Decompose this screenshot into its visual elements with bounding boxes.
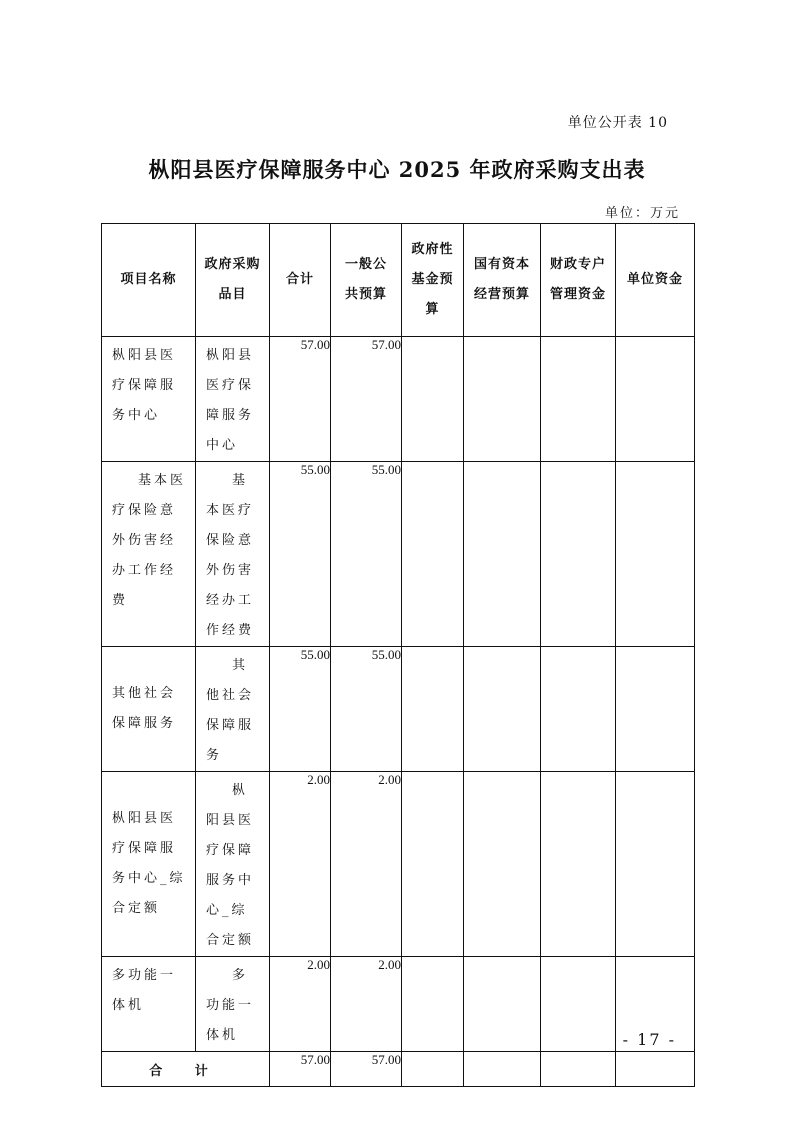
cell-project: 其他社会保障服务 — [102, 647, 196, 772]
cell-unit-fund — [616, 462, 695, 647]
unit-label: 单位：万元 — [604, 206, 680, 221]
cell-total: 55.00 — [270, 462, 331, 647]
cell-state-capital — [464, 772, 541, 957]
cell-unit-fund — [616, 647, 695, 772]
total-row — [102, 1052, 695, 1087]
cell-project: 多功能一体机 — [102, 957, 196, 1052]
cell-fund-budget — [402, 337, 464, 462]
cell-unit-fund — [616, 772, 695, 957]
cell-item: 枞阳县医疗保障服务中心_综合定额 — [196, 772, 270, 957]
cell-project: 枞阳县医疗保障服务中心_综合定额 — [102, 772, 196, 957]
cell-total: 2.00 — [270, 772, 331, 957]
cell-fund-budget — [402, 957, 464, 1052]
table-header-row — [102, 224, 695, 337]
table-row — [102, 647, 695, 772]
col-header-unit-fund: 单位资金 — [616, 224, 695, 337]
cell-special-account — [541, 647, 616, 772]
cell-fund-budget — [402, 647, 464, 772]
table-row — [102, 957, 695, 1052]
cell-unit-fund — [616, 337, 695, 462]
cell-project: 枞阳县医疗保障服务中心 — [102, 337, 196, 462]
page-number: - 17 - — [622, 1030, 676, 1049]
cell-general-budget: 55.00 — [331, 647, 402, 772]
col-header-item: 政府采购品目 — [196, 224, 270, 337]
cell-general-budget: 57.00 — [331, 1052, 402, 1087]
cell-unit-fund — [616, 1052, 695, 1087]
col-header-total: 合计 — [270, 224, 331, 337]
col-header-fund-budget: 政府性基金预算 — [402, 224, 464, 337]
col-header-general-budget: 一般公共预算 — [331, 224, 402, 337]
cell-item: 基本医疗保险意外伤害经办工作经费 — [196, 462, 270, 647]
cell-fund-budget — [402, 462, 464, 647]
col-header-project: 项目名称 — [102, 224, 196, 337]
cell-total: 57.00 — [270, 337, 331, 462]
table-row — [102, 462, 695, 647]
cell-state-capital — [464, 647, 541, 772]
cell-state-capital — [464, 462, 541, 647]
cell-special-account — [541, 772, 616, 957]
cell-project: 基本医疗保险意外伤害经办工作经费 — [102, 462, 196, 647]
cell-total: 57.00 — [270, 1052, 331, 1087]
total-label: 合 计 — [102, 1052, 270, 1087]
cell-special-account — [541, 337, 616, 462]
cell-total: 2.00 — [270, 957, 331, 1052]
cell-general-budget: 2.00 — [331, 957, 402, 1052]
cell-special-account — [541, 1052, 616, 1087]
cell-item: 其他社会保障服务 — [196, 647, 270, 772]
cell-fund-budget — [402, 772, 464, 957]
cell-state-capital — [464, 957, 541, 1052]
cell-fund-budget — [402, 1052, 464, 1087]
table-row — [102, 337, 695, 462]
form-number: 单位公开表 10 — [567, 115, 668, 131]
page-title: 枞阳县医疗保障服务中心 2025 年政府采购支出表 — [148, 157, 646, 182]
cell-special-account — [541, 462, 616, 647]
cell-item: 枞阳县医疗保障服务中心 — [196, 337, 270, 462]
cell-total: 55.00 — [270, 647, 331, 772]
table-row — [102, 772, 695, 957]
cell-state-capital — [464, 1052, 541, 1087]
cell-item: 多功能一体机 — [196, 957, 270, 1052]
cell-state-capital — [464, 337, 541, 462]
cell-general-budget: 55.00 — [331, 462, 402, 647]
cell-general-budget: 2.00 — [331, 772, 402, 957]
col-header-special-account: 财政专户管理资金 — [541, 224, 616, 337]
procurement-table — [101, 223, 695, 1087]
cell-special-account — [541, 957, 616, 1052]
cell-general-budget: 57.00 — [331, 337, 402, 462]
col-header-state-capital: 国有资本经营预算 — [464, 224, 541, 337]
